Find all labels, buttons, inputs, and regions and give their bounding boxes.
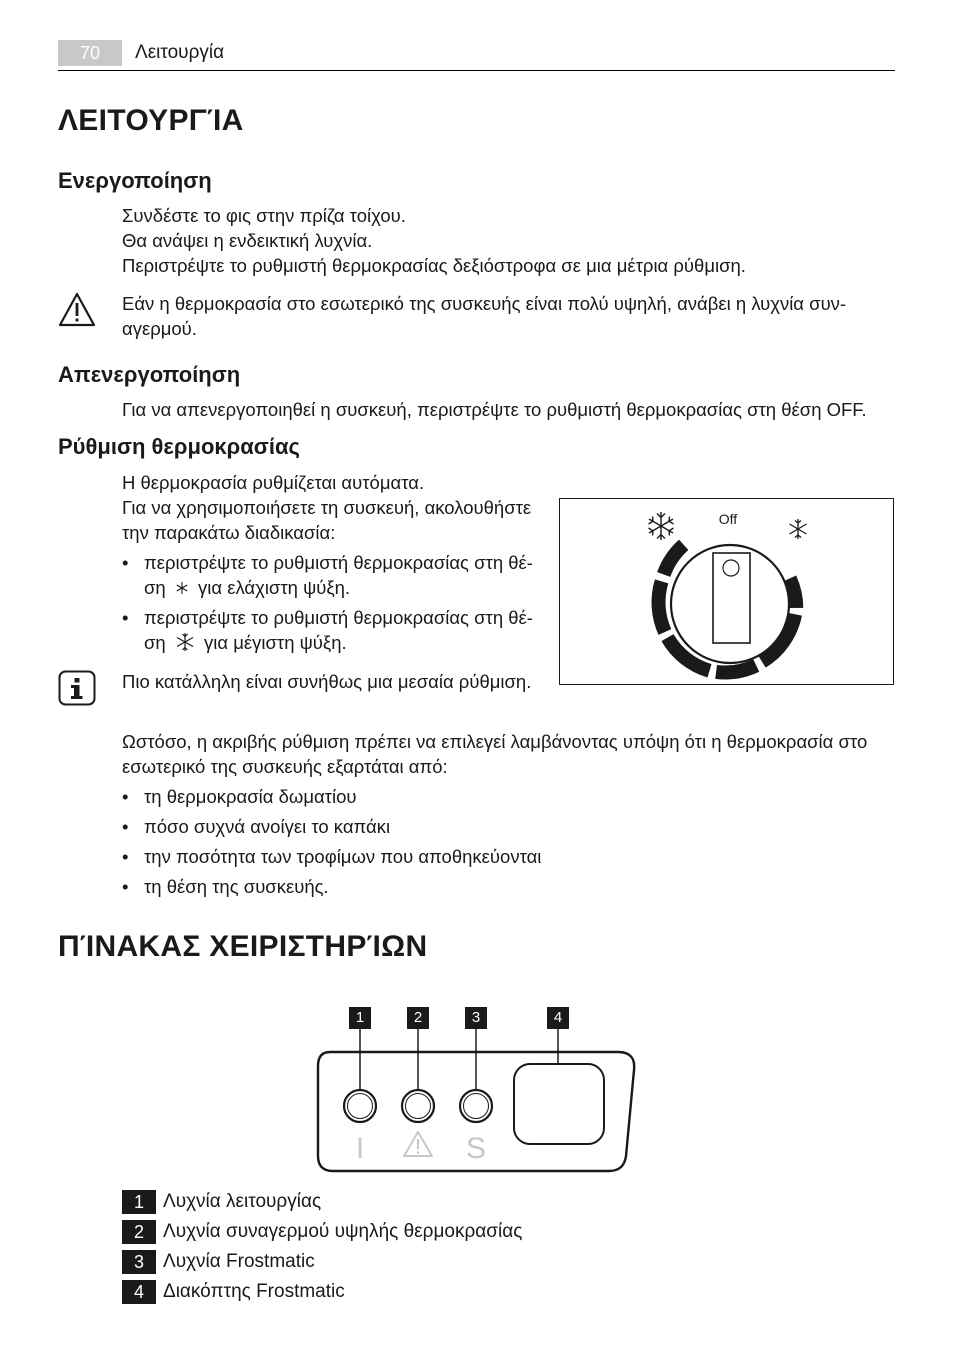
deactivation-text: Για να απενεργοποιηθεί η συσκευή, περιστρέψτε το ρυθμιστή θερμοκρασίας στη θέση OFF. [122,399,867,420]
thermostat-dial-figure [559,498,894,685]
info-text: Πιο κατάλληλη είναι συνήθως μια μεσαία ρύθμιση. [122,671,532,692]
warning-text: Εάν η θερμοκρασία στο εσωτερικό της συσκευής είναι πολύ υψηλή, ανάβει η λυχνία συν- [122,293,847,314]
alarm-triangle-symbol [404,1132,432,1156]
callout-2: 2 [407,1007,429,1029]
warning-triangle-icon [58,292,96,328]
info-icon [58,670,96,706]
list-item: • περιστρέψτε το ρυθμιστή θερμοκρασίας στη θέ- ση για μέγιστη ψύξη. [122,607,533,653]
callout-4: 4 [547,1007,569,1029]
power-symbol: I [355,1132,365,1165]
heading-temperature-setting: Ρύθμιση θερμοκρασίας [58,434,300,459]
running-header: Λειτουργία [135,42,225,63]
snowflake-large-icon [174,632,196,652]
list-item: • πόσο συχνά ανοίγει το καπάκι [122,816,391,837]
dial-off-label: Off [718,511,738,527]
callout-3: 3 [465,1007,487,1029]
temperature-line: Η θερμοκρασία ρυθμίζεται αυτόματα. [122,472,425,493]
list-item: • τη θέση της συσκευής. [122,876,329,897]
warning-text: αγερμού. [122,318,197,339]
heading-activation: Ενεργοποίηση [58,168,212,193]
list-item: • την ποσότητα των τροφίμων που αποθηκεύονται [122,846,542,867]
page-number: 70 [58,40,122,66]
temperature-line: Για να χρησιμοποιήσετε τη συσκευή, ακολουθήστε [122,497,532,518]
heading-deactivation: Απενεργοποίηση [58,362,241,387]
temperature-line: την παρακάτω διαδικασία: [122,522,336,543]
activation-line: Θα ανάψει η ενδεικτική λυχνία. [122,230,373,251]
list-item: • τη θερμοκρασία δωματίου [122,786,357,807]
however-text: Ωστόσο, η ακριβής ρύθμιση πρέπει να επιλεγεί λαμβάνοντας υπόψη ότι η θερμοκρασία στο [122,731,868,752]
activation-line: Συνδέστε το φις στην πρίζα τοίχου. [122,205,406,226]
control-panel-diagram [300,1028,650,1178]
frostmatic-symbol: S [465,1132,487,1165]
activation-line: Περιστρέψτε το ρυθμιστή θερμοκρασίας δεξιόστροφα σε μια μέτρια ρύθμιση. [122,255,746,276]
callout-1: 1 [349,1007,371,1029]
section-title-operation: ΛΕΙΤΟΥΡΓΊΑ [58,104,244,137]
header-rule [58,70,895,71]
list-item: • περιστρέψτε το ρυθμιστή θερμοκρασίας στη θέ- ση για ελάχιστη ψύξη. [122,552,533,598]
snowflake-small-icon [175,581,189,595]
thermostat-dial [560,499,895,686]
however-text: εσωτερικό της συσκευής εξαρτάται από: [122,756,448,777]
section-title-control-panel: ΠΊΝΑΚΑΣ ΧΕΙΡΙΣΤΗΡΊΩΝ [58,930,428,963]
